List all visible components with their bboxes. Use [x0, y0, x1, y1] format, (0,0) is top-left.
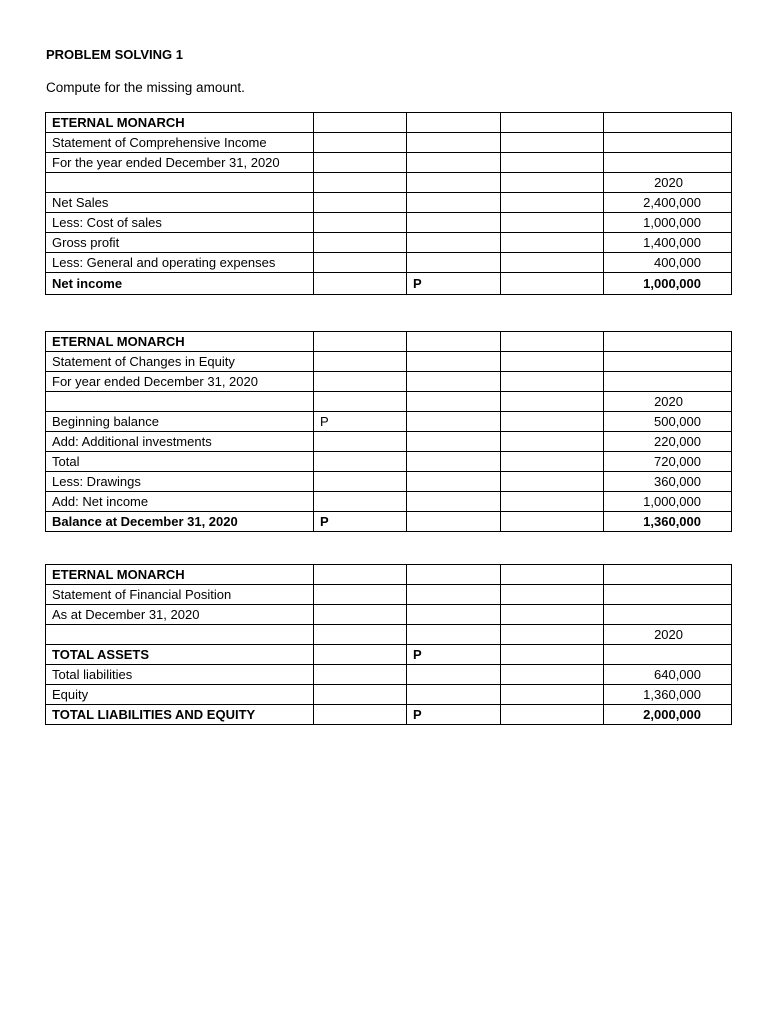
table-row	[46, 705, 732, 725]
table-row	[46, 492, 732, 512]
row-amount: 1,400,000	[604, 233, 732, 253]
company-name: ETERNAL MONARCH	[46, 332, 314, 352]
equity-statement-table	[45, 331, 732, 532]
row-label: Equity	[46, 685, 314, 705]
table-row	[46, 412, 732, 432]
row-label: Add: Additional investments	[46, 432, 314, 452]
row-amount: 360,000	[604, 472, 732, 492]
row-label: Net Sales	[46, 193, 314, 213]
peso-sign: P	[407, 645, 501, 665]
row-amount: 1,000,000	[604, 492, 732, 512]
row-amount: 1,360,000	[604, 512, 732, 532]
company-name: ETERNAL MONARCH	[46, 565, 314, 585]
row-amount: 2,400,000	[604, 193, 732, 213]
row-amount: 500,000	[604, 412, 732, 432]
row-amount: 720,000	[604, 452, 732, 472]
peso-sign: P	[314, 412, 407, 432]
statement-period: As at December 31, 2020	[46, 605, 314, 625]
peso-sign: P	[314, 512, 407, 532]
row-label: Less: Cost of sales	[46, 213, 314, 233]
year-header: 2020	[604, 173, 732, 193]
statement-name: Statement of Financial Position	[46, 585, 314, 605]
table-row	[46, 253, 732, 273]
table-row	[46, 665, 732, 685]
table-row	[46, 472, 732, 492]
instructions: Compute for the missing amount.	[46, 80, 245, 95]
row-label: Less: Drawings	[46, 472, 314, 492]
statement-period: For the year ended December 31, 2020	[46, 153, 314, 173]
row-amount: 2,000,000	[604, 705, 732, 725]
row-label: Add: Net income	[46, 492, 314, 512]
page-title: PROBLEM SOLVING 1	[46, 47, 183, 62]
company-name: ETERNAL MONARCH	[46, 113, 314, 133]
peso-sign: P	[407, 273, 501, 295]
peso-sign: P	[407, 705, 501, 725]
row-label: Balance at December 31, 2020	[46, 512, 314, 532]
table-row	[46, 452, 732, 472]
row-label: TOTAL LIABILITIES AND EQUITY	[46, 705, 314, 725]
table-row	[46, 193, 732, 213]
row-label: TOTAL ASSETS	[46, 645, 314, 665]
row-label: Less: General and operating expenses	[46, 253, 314, 273]
year-header: 2020	[604, 625, 732, 645]
table-row	[46, 233, 732, 253]
row-label: Net income	[46, 273, 314, 295]
year-header: 2020	[604, 392, 732, 412]
table-row	[46, 685, 732, 705]
row-label: Total	[46, 452, 314, 472]
table-row	[46, 273, 732, 295]
income-statement-table	[45, 112, 732, 295]
table-row	[46, 645, 732, 665]
row-amount: 1,360,000	[604, 685, 732, 705]
table-row	[46, 213, 732, 233]
statement-name: Statement of Changes in Equity	[46, 352, 314, 372]
table-row	[46, 512, 732, 532]
row-amount: 1,000,000	[604, 273, 732, 295]
statement-period: For year ended December 31, 2020	[46, 372, 314, 392]
row-amount: 400,000	[604, 253, 732, 273]
row-label: Gross profit	[46, 233, 314, 253]
row-amount: 1,000,000	[604, 213, 732, 233]
row-label: Beginning balance	[46, 412, 314, 432]
financial-position-table	[45, 564, 732, 725]
row-amount	[604, 645, 732, 665]
row-amount: 640,000	[604, 665, 732, 685]
row-amount: 220,000	[604, 432, 732, 452]
table-row	[46, 432, 732, 452]
statement-name: Statement of Comprehensive Income	[46, 133, 314, 153]
row-label: Total liabilities	[46, 665, 314, 685]
